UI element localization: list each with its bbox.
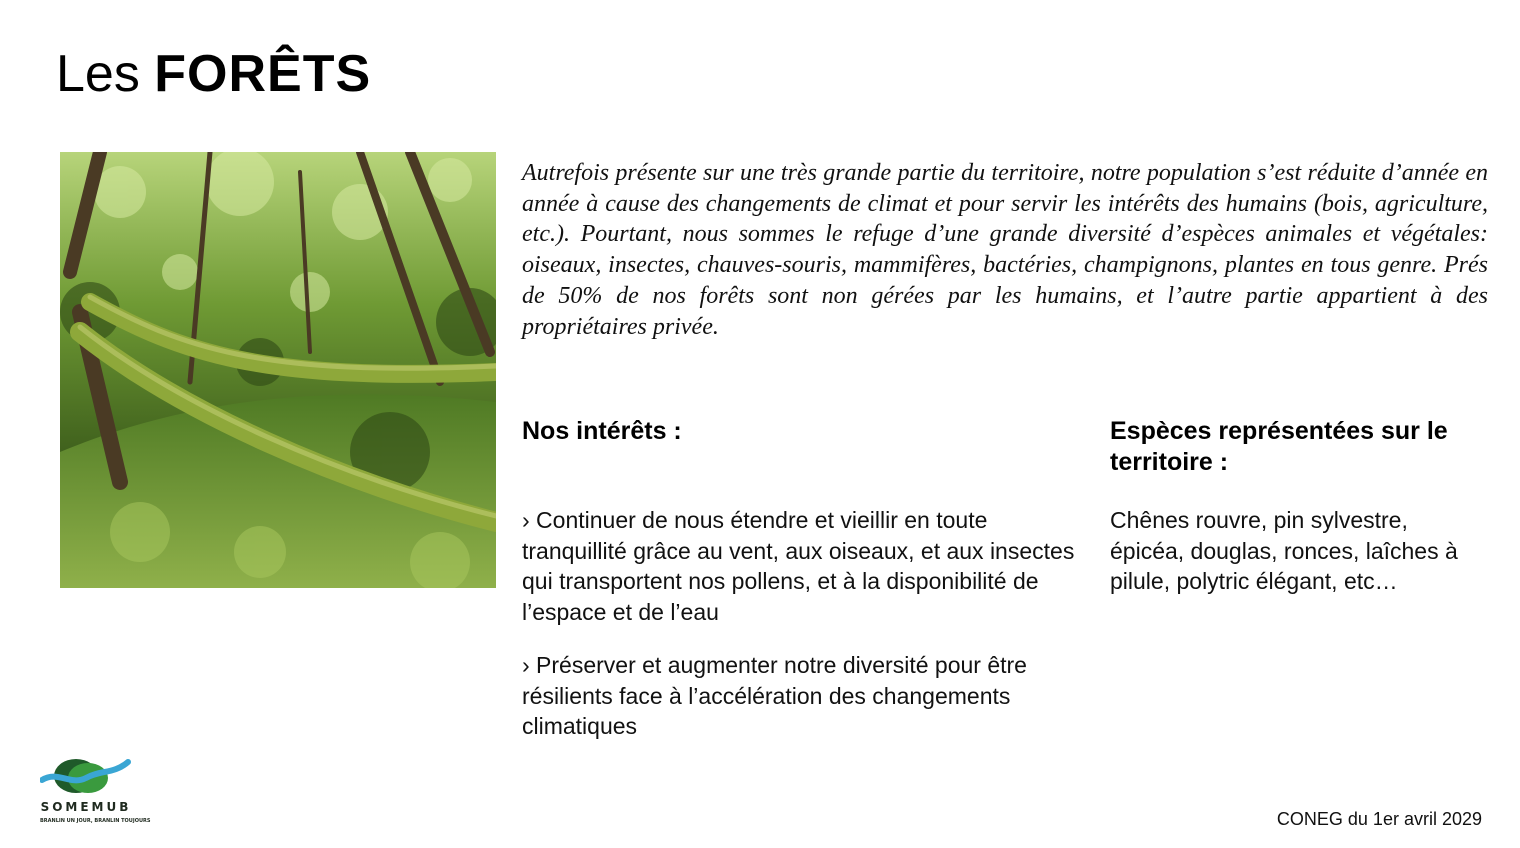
- somemub-logo: [40, 756, 151, 832]
- species-heading: Espèces représentées sur le territoire :: [1110, 417, 1448, 476]
- forest-photo: [60, 152, 496, 588]
- title-prefix: Les: [56, 45, 140, 103]
- title-emphasis: FORÊTS: [154, 45, 372, 103]
- wave-logo-icon: [40, 756, 132, 800]
- intro-paragraph: Autrefois présente sur une très grande partie du territoire, notre population s’est réduite d’année en année à cause des changements de climat et pour servir les intérêts des humains (bois, agriculture, etc.). Pourtant, nous sommes le refuge d’une grande diversité d’espèces animales et végétales: oiseaux, insectes, chauves-souris, mammifères, bactéries, champignons, plantes en tous genre. Prés de 50% de nos forêts sont non gérées par les humains, et l’autre partie appartient à des propriétaires privée.: [522, 160, 1488, 340]
- footer-event-date: CONEG du 1er avril 2029: [1276, 809, 1482, 829]
- species-list: Chênes rouvre, pin sylvestre, épicéa, douglas, ronces, laîches à pilule, polytric élégant, etc…: [1110, 507, 1458, 594]
- interest-item: › Continuer de nous étendre et vieillir en toute tranquillité grâce au vent, aux oiseaux, et aux insectes qui transportent nos pollens, et à la disponibilité de l’espace et de l’eau: [522, 507, 1075, 625]
- page-title: [56, 40, 371, 108]
- interests-heading: Nos intérêts :: [522, 417, 682, 445]
- logo-tagline: BRANLIN UN JOUR, BRANLIN TOUJOURS: [40, 818, 151, 824]
- logo-name: SOMEMUB: [40, 800, 132, 814]
- forest-photo-icon: [60, 152, 496, 588]
- interest-item: › Préserver et augmenter notre diversité pour être résilients face à l’accélération des changements climatiques: [522, 652, 1027, 739]
